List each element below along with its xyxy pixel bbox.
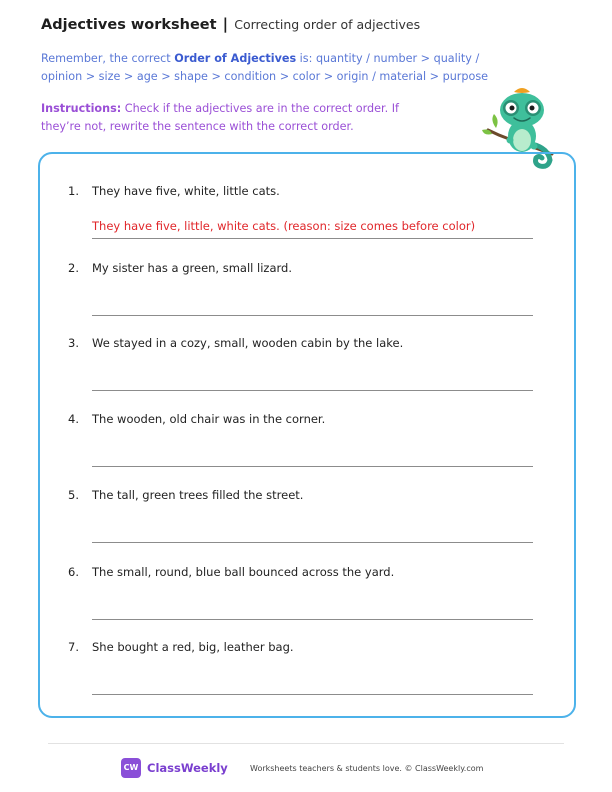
question-number: 6. — [68, 565, 79, 579]
instructions-label: Instructions: — [41, 102, 122, 115]
answer-line[interactable] — [92, 619, 533, 620]
question-5 — [40, 488, 574, 558]
adjective-order-reminder — [41, 50, 501, 86]
question-number: 5. — [68, 488, 79, 502]
classweekly-logo-icon: CW — [121, 758, 141, 778]
brand-name: ClassWeekly — [147, 761, 228, 775]
footer — [0, 758, 612, 780]
answer-line[interactable] — [92, 238, 533, 239]
title-separator: | — [222, 15, 229, 33]
question-number: 1. — [68, 184, 79, 198]
reminder-prefix: Remember, the correct — [41, 52, 175, 65]
question-text: The wooden, old chair was in the corner. — [92, 412, 326, 426]
question-text: We stayed in a cozy, small, wooden cabin by the lake. — [92, 336, 404, 350]
worksheet-title: Adjectives worksheet — [41, 17, 217, 33]
question-4 — [40, 412, 574, 482]
answer-line[interactable] — [92, 694, 533, 695]
answer-text[interactable]: They have five, little, white cats. (reason: size comes before color) — [92, 219, 476, 233]
questions-box — [38, 152, 576, 718]
question-number: 2. — [68, 261, 79, 275]
reminder-bold: Order of Adjectives — [174, 52, 297, 65]
question-text: The small, round, blue ball bounced across the yard. — [92, 565, 395, 579]
instructions-text: Check if the adjectives are in the correct order. If they’re not, rewrite the sentence with the correct order. — [41, 102, 399, 133]
reminder-suffix: is: quantity / number > quality / opinion > size > age > shape > condition > color > origin / material > purpose — [41, 52, 489, 83]
question-number: 7. — [68, 640, 79, 654]
answer-line[interactable] — [92, 466, 533, 467]
instructions — [41, 100, 441, 136]
question-text: She bought a red, big, leather bag. — [92, 640, 294, 654]
footer-tagline: Worksheets teachers & students love. © ClassWeekly.com — [250, 764, 484, 773]
worksheet-subtitle: Correcting order of adjectives — [234, 17, 421, 32]
answer-line[interactable] — [92, 542, 533, 543]
question-6 — [40, 565, 574, 635]
question-text: The tall, green trees filled the street. — [92, 488, 304, 502]
footer-divider — [48, 743, 564, 744]
question-7 — [40, 640, 574, 710]
question-1 — [40, 184, 574, 254]
answer-line[interactable] — [92, 390, 533, 391]
question-number: 3. — [68, 336, 79, 350]
question-text: They have five, white, little cats. — [92, 184, 280, 198]
question-2 — [40, 261, 574, 331]
question-3 — [40, 336, 574, 406]
answer-line[interactable] — [92, 315, 533, 316]
question-number: 4. — [68, 412, 79, 426]
question-text: My sister has a green, small lizard. — [92, 261, 292, 275]
worksheet-header — [41, 14, 420, 33]
